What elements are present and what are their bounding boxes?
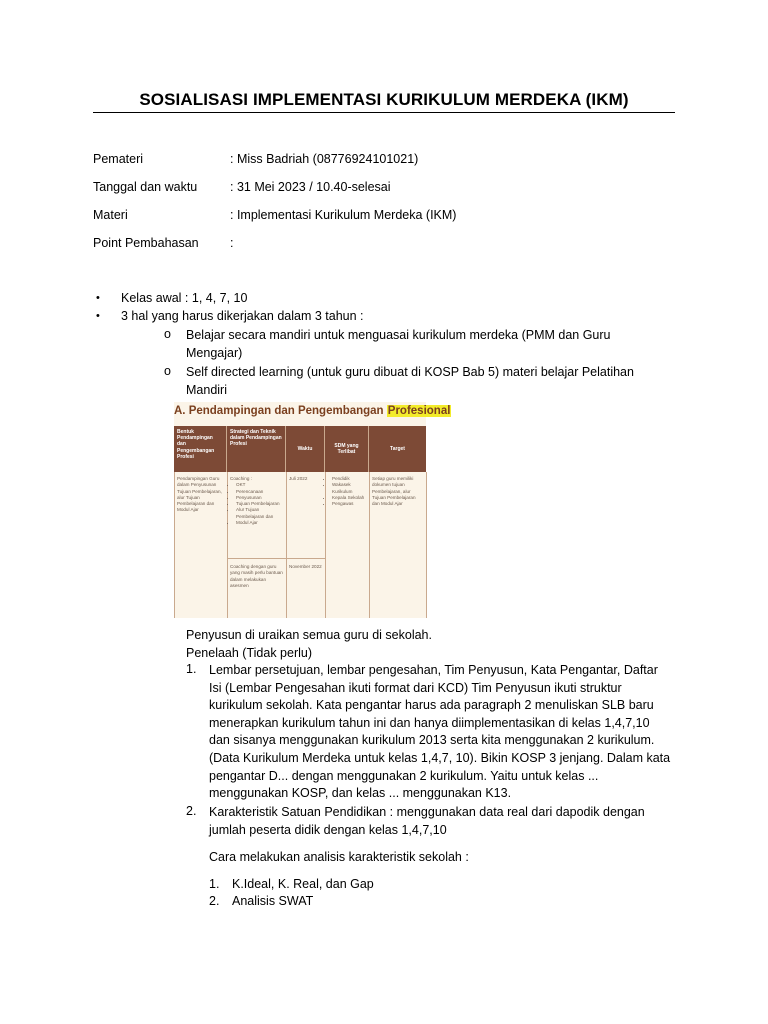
- meta-value-tanggal: : 31 Mei 2023 / 10.40-selesai: [230, 180, 391, 194]
- figure-cell-strategi: [230, 476, 284, 526]
- meta-label-tanggal: Tanggal dan waktu: [93, 180, 198, 194]
- figure-list-item: • Tujuan Pembelajaran: [236, 501, 284, 507]
- figure-list-item: • Alur Tujuan Pembelajaran dan: [236, 507, 284, 520]
- list-item-lembar-persetujuan: Lembar persetujuan, lembar pengesahan, Tim Penyusun, Kata Pengantar, Daftar Isi (Lembar Pengesahan ikuti format dari KCD) Tim Penyusun ikuti struktur kurikulum sekolah. Kata pengantar harus ada paragraph 2 menuliskan SLB baru menerapkan kurikulum tahun ini dan hanya diimplementasikan di kelas 1,4,7,10 dan sisanya menggunakan kurikulum 2013 serta kita menggunakan 2 kurikulum. (Data Kurikulum Merdeka untuk kelas 1,4,7, 10). Bikin KOSP 3 jenjang. Dalam kata pengantar D... dengan menggunakan 2 kurikulum. Yaitu untuk kelas ... menggunakan KOSP, dan kelas ... menggunakan K13.: [209, 663, 671, 801]
- figure-cell-target: Setiap guru memiliki dokumen tujuan Pembelajaran, alur Tujuan Pembelajaran dan Modul Ajar: [372, 476, 416, 507]
- analysis-item-kideal: K.Ideal, K. Real, dan Gap: [232, 877, 374, 891]
- figure-list-item: • Wakasek Kurikulum: [332, 482, 368, 495]
- figure-cell-strategi-heading: Coaching :: [230, 476, 252, 481]
- figure-header: SDM yang Terlibat: [325, 426, 369, 472]
- sub-bullet-marker: o: [164, 327, 171, 341]
- figure-title: A. Pendampingan dan Pengembangan Profesional: [174, 405, 451, 417]
- figure-cell-coaching: Coaching dengan guru yang masih perlu bantuan dalam melakukan asesmen: [230, 564, 283, 588]
- list-number: 1.: [209, 877, 220, 891]
- bullet-marker: •: [96, 292, 100, 304]
- figure-cell-sdm: [326, 476, 368, 507]
- meta-label-materi: Materi: [93, 208, 128, 222]
- figure-list-item: • Modul Ajar: [236, 520, 284, 526]
- sub-bullet-belajar-mandiri: Belajar secara mandiri untuk menguasai kurikulum merdeka (PMM dan Guru Mengajar): [186, 328, 611, 360]
- title-underline: [93, 112, 675, 113]
- meta-value-pemateri: : Miss Badriah (08776924101021): [230, 152, 419, 166]
- figure-table: [174, 426, 426, 618]
- bullet-tiga-hal: 3 hal yang harus dikerjakan dalam 3 tahun :: [121, 309, 364, 323]
- pendampingan-table-image: [174, 402, 451, 618]
- figure-cell-waktu: November 2022: [289, 564, 322, 569]
- meta-label-point: Point Pembahasan: [93, 236, 199, 250]
- list-number: 1.: [186, 662, 197, 676]
- figure-cell-waktu: Juli 2022: [289, 476, 308, 481]
- analysis-heading: Cara melakukan analisis karakteristik sekolah :: [209, 850, 469, 864]
- document-title: SOSIALISASI IMPLEMENTASI KURIKULUM MERDEKA (IKM): [139, 90, 629, 109]
- figure-list-item: • OKT: [236, 482, 284, 488]
- meta-label-pemateri: Pemateri: [93, 152, 144, 166]
- figure-list-item: • Pendidik: [332, 476, 368, 482]
- bullet-kelas-awal: Kelas awal : 1, 4, 7, 10: [121, 291, 248, 305]
- figure-header: Bentuk Pendampingan dan Pengembangan Profesi: [174, 426, 227, 472]
- analysis-item-swat: Analisis SWAT: [232, 894, 314, 908]
- list-number: 2.: [209, 894, 220, 908]
- figure-column: [286, 472, 326, 618]
- figure-list-item: • Pengawas: [332, 501, 368, 507]
- figure-list-item: • Kepala Sekolah: [332, 495, 368, 501]
- list-number: 2.: [186, 804, 197, 818]
- sub-bullet-marker: o: [164, 364, 171, 378]
- figure-header: Target: [369, 426, 426, 472]
- meta-value-materi: : Implementasi Kurikulum Merdeka (IKM): [230, 208, 457, 222]
- figure-cell-bentuk: Pendampingan Guru dalam Penyusunan Tujuan Pembelajaran, alur Tujuan Pembelajaran dan Modul Ajar: [177, 476, 222, 513]
- figure-list-item: • Perencanaan: [236, 489, 284, 495]
- figure-header: Waktu: [286, 426, 325, 472]
- figure-list-item: • Penyusunan: [236, 495, 284, 501]
- list-item-karakteristik: Karakteristik Satuan Pendidikan : menggunakan data real dari dapodik dengan jumlah peserta didik dengan kelas 1,4,7,10: [209, 805, 645, 837]
- bullet-marker: •: [96, 310, 100, 322]
- sub-bullet-self-directed: Self directed learning (untuk guru dibuat di KOSP Bab 5) materi belajar Pelatihan Mandiri: [186, 365, 634, 397]
- figure-header: Strategi dan Teknik dalam Pendampingan Profesi: [227, 426, 286, 472]
- figure-row-divider: [227, 558, 325, 559]
- paragraph-penelaah: Penelaah (Tidak perlu): [186, 646, 312, 660]
- meta-value-point: :: [230, 236, 234, 250]
- paragraph-penyusun: Penyusun di uraikan semua guru di sekolah.: [186, 628, 432, 642]
- figure-title-highlight: Profesional: [387, 405, 451, 417]
